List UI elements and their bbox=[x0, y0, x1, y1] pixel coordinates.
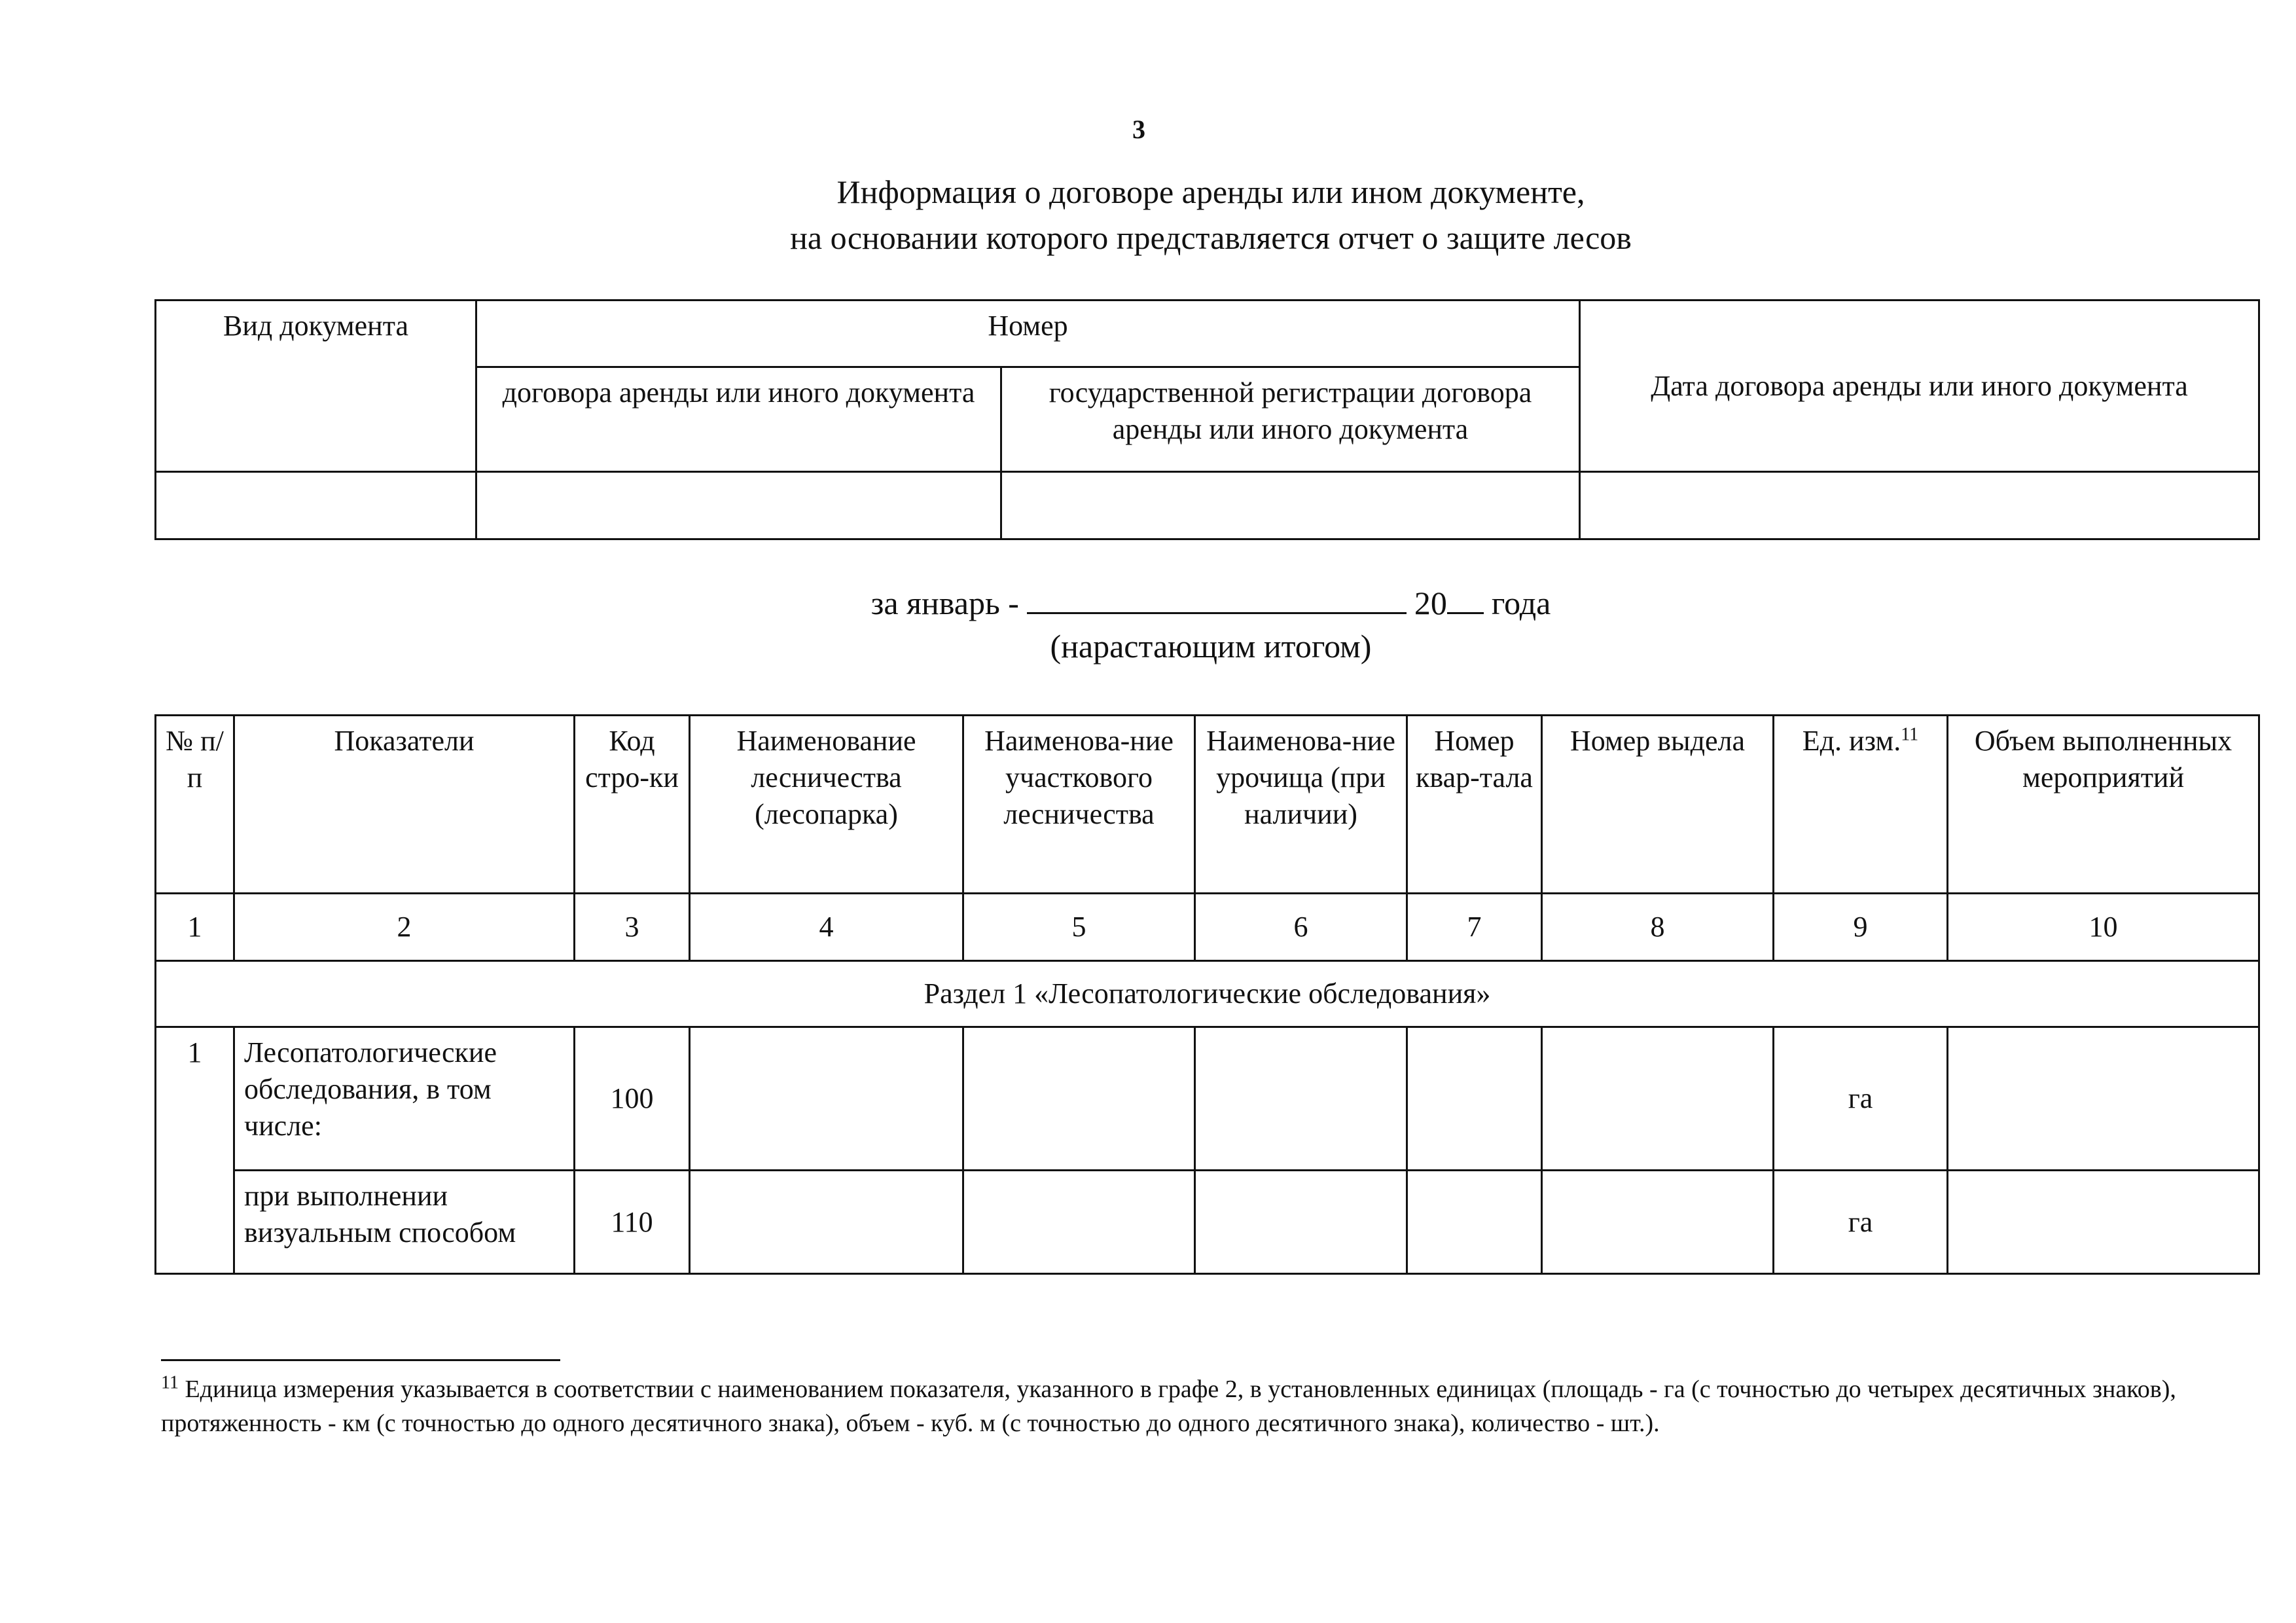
unit-cell: га bbox=[1774, 1171, 1948, 1274]
footnote-mark: 11 bbox=[1901, 724, 1919, 745]
header-volume: Объем выполненных мероприятий bbox=[1948, 716, 2259, 894]
quarter-cell[interactable] bbox=[1407, 1171, 1542, 1274]
forestry-cell[interactable] bbox=[690, 1171, 963, 1274]
col-number-4: 4 bbox=[690, 894, 963, 961]
title-line-1: Информация о договоре аренды или ином документе, bbox=[836, 173, 1585, 210]
page-number: 3 bbox=[1132, 115, 1145, 144]
col-number-3: 3 bbox=[575, 894, 690, 961]
header-indicators: Показатели bbox=[234, 716, 575, 894]
volume-cell[interactable] bbox=[1948, 1171, 2259, 1274]
tract-cell[interactable] bbox=[1195, 1027, 1407, 1171]
period-prefix: за январь - bbox=[870, 585, 1019, 621]
district-forestry-cell[interactable] bbox=[963, 1171, 1195, 1274]
header-unit-label: Ед. изм. bbox=[1802, 725, 1901, 757]
header-doc-type: Вид документа bbox=[156, 301, 476, 472]
lease-number-cell[interactable] bbox=[476, 472, 1001, 539]
header-quarter: Номер квар-тала bbox=[1407, 716, 1542, 894]
header-forestry: Наименование лесничества (лесопарка) bbox=[690, 716, 963, 894]
footnote-text: Единица измерения указывается в соответствии с наименованием показателя, указанного в графе 2, в установленных единицах (площадь - га (с точностью до четырех десятичных знаков), протяженность - км (с точностью до одного десятичного знака), объем - куб. м (с точностью до одного десятичного знака), количество - шт.). bbox=[161, 1376, 2176, 1437]
header-lease-number: договора аренды или иного документа bbox=[476, 367, 1001, 472]
col-number-6: 6 bbox=[1195, 894, 1407, 961]
volume-cell[interactable] bbox=[1948, 1027, 2259, 1171]
footnote-separator bbox=[161, 1359, 560, 1361]
footnote bbox=[161, 1372, 2242, 1440]
col-number-9: 9 bbox=[1774, 894, 1948, 961]
title-line-2: на основании которого представляется отчет о защите лесов bbox=[790, 219, 1632, 256]
registration-number-cell[interactable] bbox=[1001, 472, 1580, 539]
document-info-table bbox=[154, 299, 2260, 540]
line-code: 100 bbox=[575, 1027, 690, 1171]
header-row-number: № п/п bbox=[156, 716, 234, 894]
header-allotment: Номер выдела bbox=[1542, 716, 1774, 894]
header-number: Номер bbox=[476, 301, 1580, 367]
header-unit bbox=[1774, 716, 1948, 894]
document-title bbox=[589, 169, 1833, 261]
doc-date-cell[interactable] bbox=[1580, 472, 2259, 539]
month-blank[interactable] bbox=[1027, 583, 1407, 614]
district-forestry-cell[interactable] bbox=[963, 1027, 1195, 1171]
header-registration-number: государственной регистрации договора аренды или иного документа bbox=[1001, 367, 1580, 472]
period-line bbox=[720, 581, 1702, 625]
quarter-cell[interactable] bbox=[1407, 1027, 1542, 1171]
col-number-2: 2 bbox=[234, 894, 575, 961]
doc-type-cell[interactable] bbox=[156, 472, 476, 539]
year-suffix: года bbox=[1491, 585, 1551, 621]
allotment-cell[interactable] bbox=[1542, 1027, 1774, 1171]
indicator-name: при выполнении визуальным способом bbox=[234, 1171, 575, 1274]
year-blank[interactable] bbox=[1447, 583, 1484, 614]
period-note: (нарастающим итогом) bbox=[1050, 628, 1372, 665]
year-prefix: 20 bbox=[1414, 585, 1447, 621]
col-number-1: 1 bbox=[156, 894, 234, 961]
tract-cell[interactable] bbox=[1195, 1171, 1407, 1274]
forest-protection-table bbox=[154, 714, 2260, 1275]
header-tract: Наименова-ние урочища (при наличии) bbox=[1195, 716, 1407, 894]
table-row bbox=[156, 1027, 2259, 1171]
table-row bbox=[156, 1171, 2259, 1274]
line-code: 110 bbox=[575, 1171, 690, 1274]
col-number-7: 7 bbox=[1407, 894, 1542, 961]
header-line-code: Код стро-ки bbox=[575, 716, 690, 894]
indicator-name: Лесопатологические обследования, в том числе: bbox=[234, 1027, 575, 1171]
row-number: 1 bbox=[156, 1027, 234, 1274]
unit-cell: га bbox=[1774, 1027, 1948, 1171]
section-title: Раздел 1 «Лесопатологические обследования» bbox=[156, 961, 2259, 1027]
col-number-8: 8 bbox=[1542, 894, 1774, 961]
header-doc-date: Дата договора аренды или иного документа bbox=[1580, 301, 2259, 472]
forestry-cell[interactable] bbox=[690, 1027, 963, 1171]
col-number-5: 5 bbox=[963, 894, 1195, 961]
reporting-period bbox=[720, 581, 1702, 668]
col-number-10: 10 bbox=[1948, 894, 2259, 961]
allotment-cell[interactable] bbox=[1542, 1171, 1774, 1274]
header-district-forestry: Наименова-ние участкового лесничества bbox=[963, 716, 1195, 894]
footnote-number: 11 bbox=[161, 1372, 179, 1393]
